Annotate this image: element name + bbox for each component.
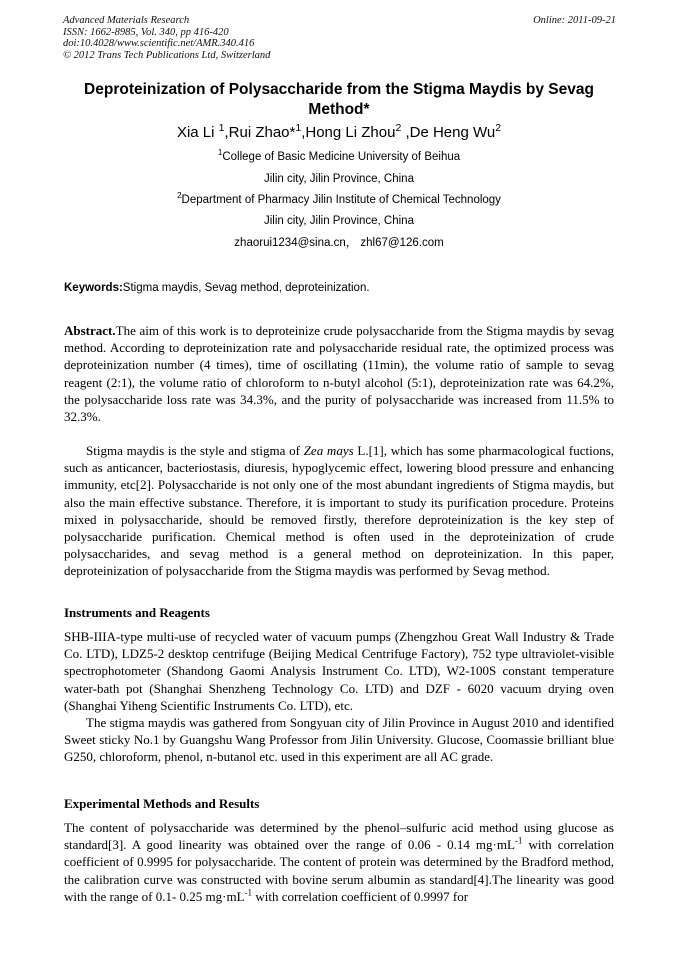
author-name: ,De Heng Wu (401, 124, 496, 141)
methods-heading: Experimental Methods and Results (64, 796, 260, 811)
species-name: Zea mays (303, 443, 354, 458)
keywords-text: Stigma maydis, Sevag method, deproteinization. (122, 282, 370, 294)
doi-line: doi:10.4028/www.scientific.net/AMR.340.416 (63, 38, 255, 49)
keywords (64, 282, 370, 294)
unit-exponent: -1 (514, 835, 523, 846)
instruments-section (64, 628, 614, 766)
methods-text: The content of polysaccharide was determined by the phenol–sulfuric acid method using glucose as standard[3]. A good linearity was obtained over the range of 0.06 - 0.14 mg·mL (64, 820, 614, 853)
keywords-label: Keywords: (64, 282, 123, 294)
issn-line: ISSN: 1662-8985, Vol. 340, pp 416-420 (63, 26, 229, 38)
materials-paragraph: The stigma maydis was gathered from Songyuan city of Jilin Province in August 2010 and identified Sweet sticky No.1 by Guangshu Wang Professor from Jilin University. Glucose, Coomassie brilliant blue G250, chloroform, phenol, n-butanol etc. used in this experiment are all AC grade. (64, 715, 614, 765)
author-name: ,Hong Li Zhou (301, 124, 396, 141)
author-name: ,Rui Zhao* (224, 124, 296, 141)
copyright-line: © 2012 Trans Tech Publications Ltd, Switzerland (63, 49, 271, 61)
paper-title: Deproteinization of Polysaccharide from the Stigma Maydis by Sevag Method* (84, 81, 594, 118)
author-affiliation-mark: 2 (495, 122, 502, 134)
methods-text: with correlation coefficient of 0.9995 for polysaccharide. The content of protein was determined by the Bradford method, the calibration curve was constructed with bovine serum albumin as standard[4].The linearity was good with the range of 0.1- 0.25 mg·mL (64, 837, 615, 904)
affiliation-1-city: Jilin city, Jilin Province, China (264, 173, 414, 185)
online-date: Online: 2011-09-21 (533, 15, 616, 26)
intro-text: Stigma maydis is the style and stigma of (86, 443, 304, 458)
affiliation-2-city: Jilin city, Jilin Province, China (264, 215, 414, 227)
unit-exponent: -1 (244, 887, 253, 898)
abstract-label: Abstract. (64, 323, 116, 338)
intro-paragraph (64, 442, 614, 580)
journal-header (63, 15, 270, 61)
affiliation-1 (0, 150, 678, 164)
methods-text: with correlation coefficient of 0.9997 for (252, 888, 469, 904)
author-name: Xia Li (176, 124, 219, 141)
journal-name: Advanced Materials Research (63, 15, 190, 26)
affiliation-mark: 1 (217, 148, 223, 158)
instruments-heading: Instruments and Reagents (64, 605, 210, 620)
author-affiliation-mark: 1 (218, 122, 225, 134)
author-emails: zhaorui1234@sina.cn， zhl67@126.com (234, 237, 444, 249)
affiliation-name: College of Basic Medicine University of Beihua (222, 151, 461, 163)
author-list (0, 123, 678, 143)
affiliation-mark: 2 (177, 191, 182, 201)
affiliation-2 (0, 193, 678, 207)
abstract-text: The aim of this work is to deproteinize crude polysaccharide from the Stigma maydis by sevag method. According to deproteinization rate and polysaccharide residual rate, the optimized process was deproteinization number (4 times), time of oscillating (11min), the volume ratio of sample to sevag reagent (2:1), the volume ratio of chloroform to n-butyl alcohol (5:1), deproteinization rate was 64.2%, the polysaccharide loss rate was 34.3%, and the purity of polysaccharide was increased from 11.5% to 32.3%. (64, 323, 614, 425)
methods-paragraph (64, 819, 614, 905)
affiliation-name: Department of Pharmacy Jilin Institute of Chemical Technology (181, 194, 501, 206)
intro-text: L.[1], which has some pharmacological fuctions, such as anticancer, bacteriostasis, diuresis, hypoglycemic effect, lowering blood pressure and enhancing immunity, etc[2]. Polysaccharide is not only one of the most abundant ingredients of Stigma maydis, but also the main effective substance. Therefore, it is important to study its purification procedure. Proteins mixed in polysaccharide, should be removed firstly, therefore deproteinization is the key step of polysaccharide purification. Chemical method is often used in the deproteinization of crude polysaccharides, and sevag method is a general method on deproteinization. In this paper, deproteinization of polysaccharide from the Stigma maydis was performed by Sevag method. (64, 443, 614, 579)
author-affiliation-mark: 2 (395, 122, 402, 134)
instruments-paragraph: SHB-IIIA-type multi-use of recycled water of vacuum pumps (Zhengzhou Great Wall Industry & Trade Co. LTD), LDZ5-2 desktop centrifuge (Beijing Medical Centrifuge Factory), 752 type ultraviolet-visible spectrophotometer (Shandong Gaomi Analysis Instrument Co. LTD), W2-100S constant temperature water-bath pot (Shanghai Shenzheng Technology Co. LTD) and DZF - 6020 vacuum drying oven (Shanghai Yiheng Scientific Instruments Co. LTD), etc. (64, 629, 614, 713)
abstract (64, 322, 614, 425)
author-affiliation-mark: 1 (295, 122, 302, 134)
